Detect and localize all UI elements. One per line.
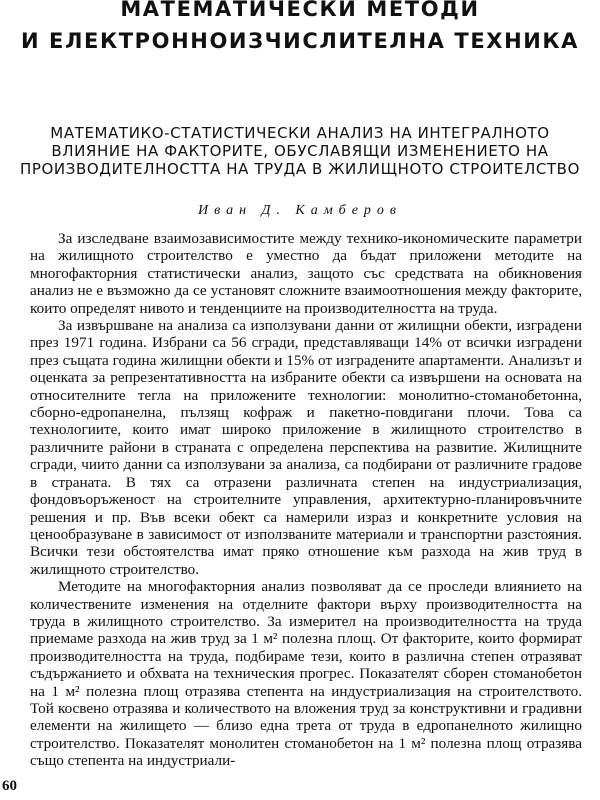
article-body (30, 230, 582, 770)
body-paragraph: За изследване взаимозависимостите между технико-икономическите параметри на жилищното строителство е уместно да бъдат приложени методите на многофакторния статистически анализ, защото със средствата на обикновения анализ не е възможно да се установят сложните взаимоотношения между факторите, които определят нивото и тенденциите на производителността на труда. (30, 230, 582, 317)
body-paragraph: Методите на многофакторния анализ позволяват да се проследи влиянието на количествените изменения на отделните фактори върху производителността на труда в жилищното строителство. За измерител на производителността на труда приемаме разхода на жив труд за 1 м² полезна площ. От факторите, които формират производителността на труда, подбираме тези, които в различна степен отразяват съдържанието и обхвата на техническия прогрес. Показателят сборен стоманобетон на 1 м² полезна площ отразява степента на индустриализация на строителството. Той косвено отразява и количеството на вложения труд за конструктивни и градивни елементи на жилището — близо една трета от труда в едропанелното жилищно строителство. Показателят монолитен стоманобетон на 1 м² полезна площ отразява също степента на индустриали- (30, 578, 582, 770)
section-title-line-1: МАТЕМАТИЧЕСКИ МЕТОДИ (120, 0, 480, 21)
body-paragraph: За извършване на анализа са използувани данни от жилищни обекти, изградени през 1971 година. Избрани са 56 сгради, представляващи 14% от всички изградени през същата година жилищни обекти и 15% от изградените апартаменти. Анализът и оценката за репрезентативността на избраните обекти са извършени на основата на относителните тегла на приложените технологии: монолитно-стоманобетонна, сборно-едропанелна, пълзящ кофраж и пакетно-повдигани плочи. Това са технологиите, които имат широко приложение в жилищното строителство в различните райони в страната с определена перспектива на развитие. Жилищните сгради, чиито данни са използувани за анализа, са подбирани от различните градове в страната. В тях са отразени различната степен на индустриализация, фондовъоръженост на строителните управления, архитектурно-планировъчните решения и пр. Във всеки обект са намерили израз и конкретните условия на ценообразуване в зависимост от използваните материали и транспортни разстояния. Всички тези обстоятелства имат пряко отношение към разхода на жив труд в жилищното строителство. (30, 317, 582, 578)
article-title: МАТЕМАТИКО-СТАТИСТИЧЕСКИ АНАЛИЗ НА ИНТЕГРАЛНОТО ВЛИЯНИЕ НА ФАКТОРИТЕ, ОБУСЛАВЯЩИ ИЗМЕНЕНИЕТО НА ПРОИЗВОДИТЕЛНОСТТА НА ТРУДА В ЖИЛИЩНОТО СТРОИТЕЛСТВО (20, 124, 580, 178)
article-author: Иван Д. Камберов (197, 203, 402, 218)
section-title-line-2: И ЕЛЕКТРОННОИЗЧИСЛИТЕЛНА ТЕХНИКА (20, 29, 580, 53)
page-number: 60 (2, 778, 17, 794)
section-header (0, 0, 600, 55)
